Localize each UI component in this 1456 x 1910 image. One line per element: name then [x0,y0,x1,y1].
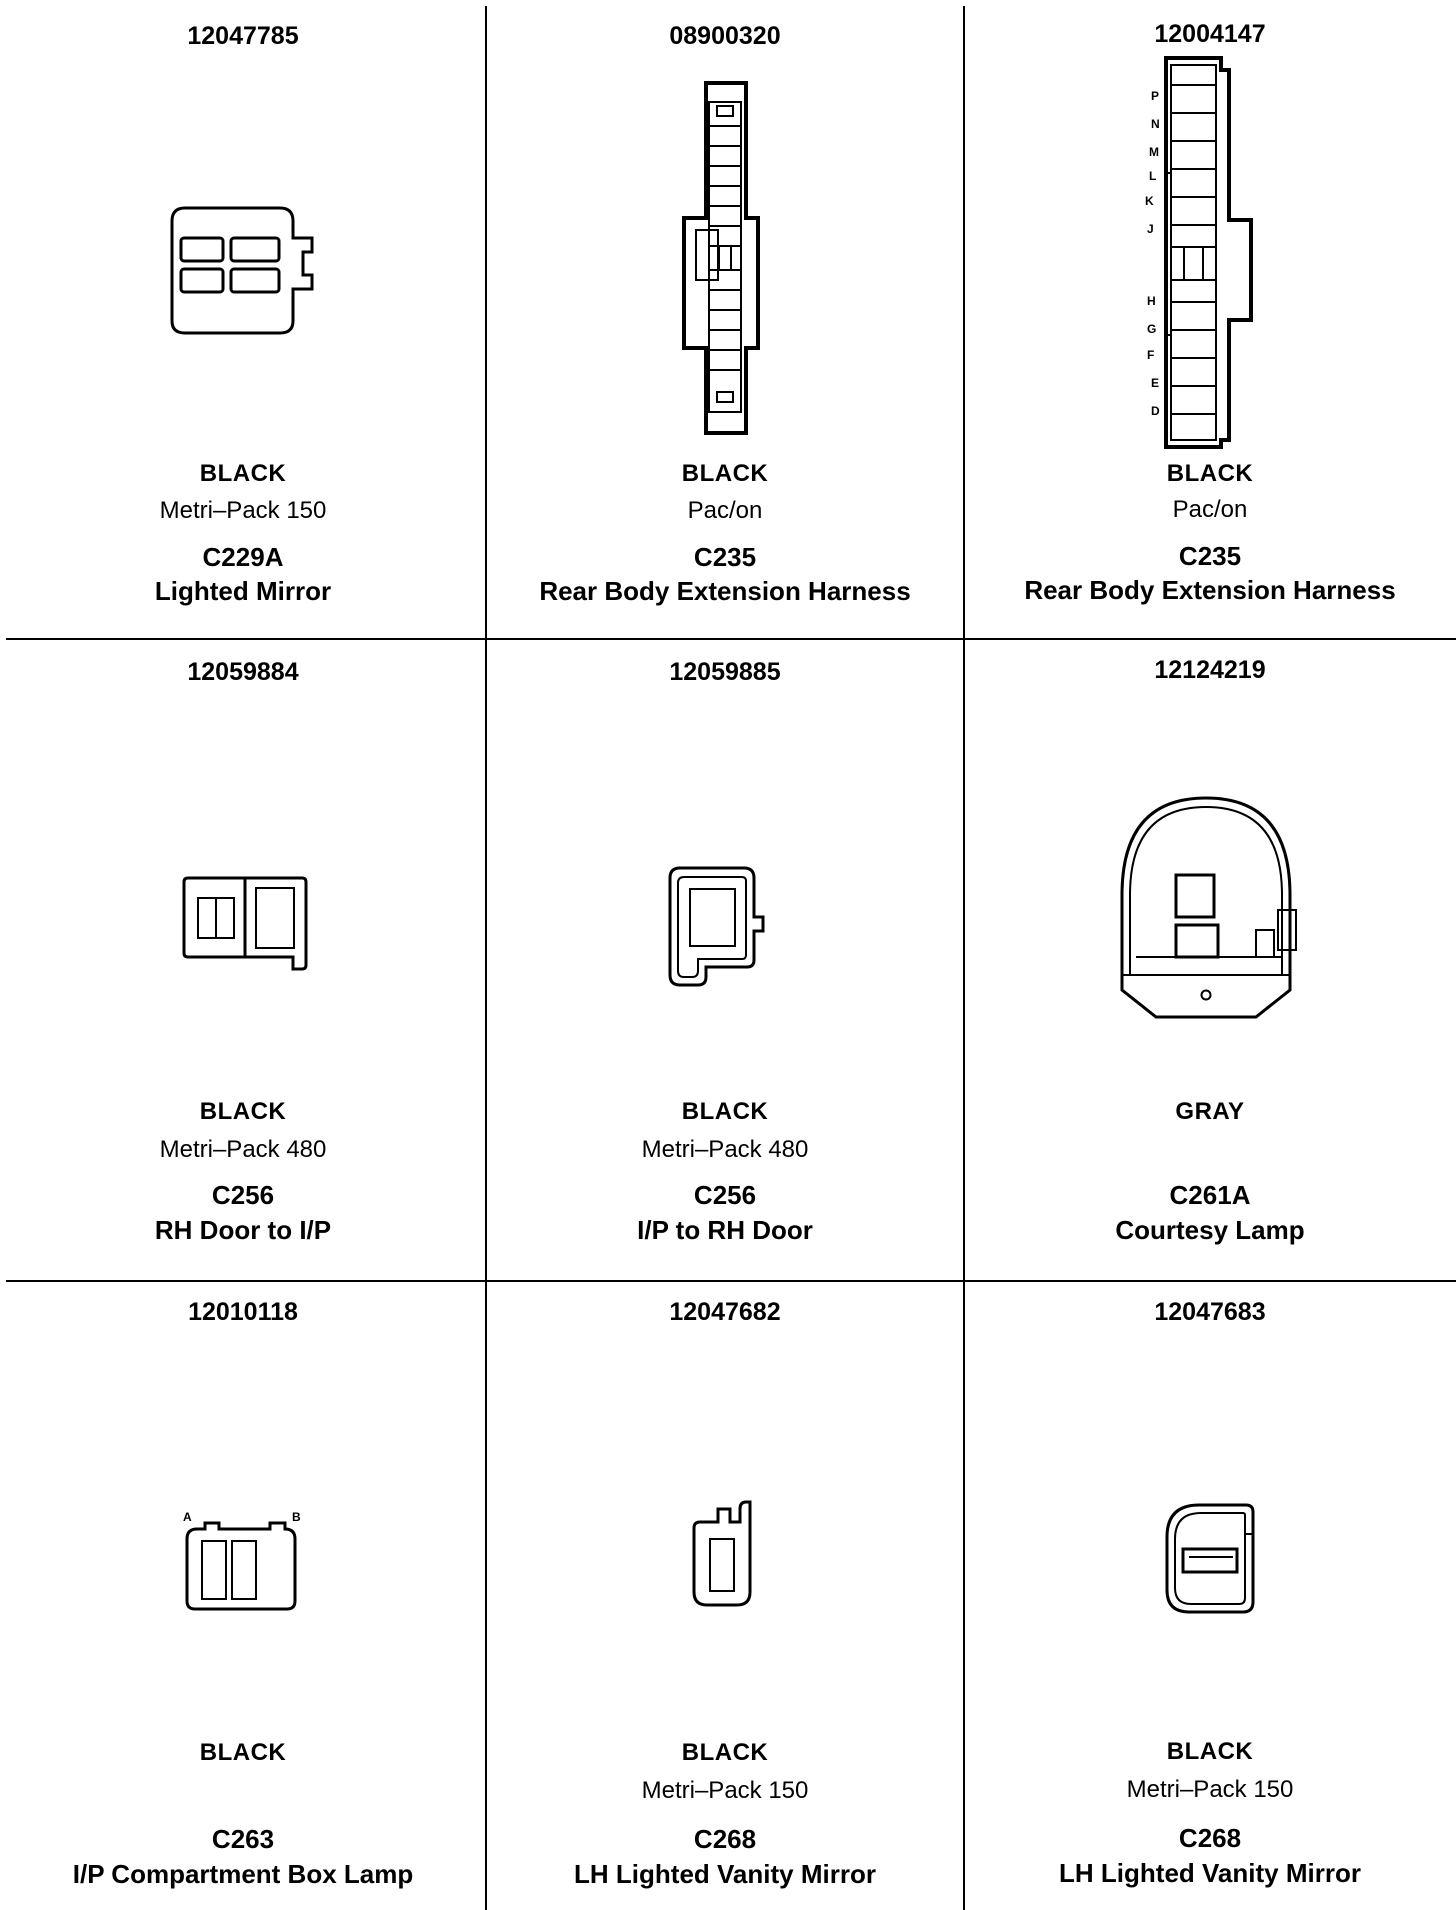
connector-cell-12059884 [0,640,486,1280]
connector-description: LH Lighted Vanity Mirror [1059,1858,1361,1888]
terminal-series: Metri–Pack 150 [159,497,327,524]
connector-color: BLACK [199,1098,287,1125]
connector-drawing [1161,1502,1261,1617]
connector-color: BLACK [199,460,287,487]
terminal-series: Pac/on [1172,496,1248,523]
pin-label: A [183,1510,192,1524]
pin-label: D [1151,404,1160,418]
connector-description: RH Door to I/P [154,1215,332,1245]
connector-drawing [666,865,776,990]
terminal-series: Metri–Pack 480 [641,1136,809,1163]
pin-label: N [1151,117,1160,131]
connector-color: BLACK [1166,1738,1254,1765]
connector-cell-12010118 [0,1282,486,1910]
connector-color: GRAY [1175,1098,1245,1125]
connector-cell-12059885 [486,640,964,1280]
pin-label: G [1147,322,1157,336]
part-number: 12059885 [669,658,781,686]
connector-cell-12124219 [964,640,1456,1280]
connector-drawing [175,1507,315,1617]
connector-color: BLACK [681,1098,769,1125]
pin-label: H [1147,294,1156,308]
connector-cell-12047682 [486,1282,964,1910]
part-number: 12059884 [187,658,299,686]
part-number: 12047683 [1154,1298,1266,1326]
connector-description: LH Lighted Vanity Mirror [574,1859,876,1889]
connector-drawing [165,205,345,335]
connector-color: BLACK [681,1739,769,1766]
connector-id: C261A [1169,1180,1251,1210]
connector-id: C235 [693,542,757,572]
pin-label: M [1149,145,1159,159]
connector-color: BLACK [681,460,769,487]
connector-drawing [1116,795,1306,1025]
part-number: 12124219 [1154,656,1266,684]
connector-drawing [180,875,310,975]
pin-label: P [1151,89,1160,103]
pin-label: F [1147,348,1155,362]
part-number: 12047785 [187,22,299,50]
connector-cell-12004147 [964,0,1456,638]
connector-description: I/P Compartment Box Lamp [72,1859,414,1889]
part-number: 12010118 [188,1298,298,1326]
connector-drawing [1139,55,1279,450]
connector-cell-12047683 [964,1282,1456,1910]
connector-description: Courtesy Lamp [1115,1215,1305,1245]
connector-color: BLACK [199,1739,287,1766]
connector-id: C256 [693,1180,757,1210]
terminal-series: Metri–Pack 150 [1126,1776,1294,1803]
connector-id: C268 [1178,1823,1242,1853]
connector-id: C256 [211,1180,275,1210]
connector-id: C235 [1178,541,1242,571]
part-number: 08900320 [669,22,781,50]
connector-id: C268 [693,1824,757,1854]
connector-description: I/P to RH Door [637,1215,813,1245]
connector-drawing [688,1497,778,1617]
pin-label: L [1149,169,1157,183]
connector-cell-08900320 [486,0,964,638]
pin-label: B [292,1510,301,1524]
pin-label: K [1145,194,1154,208]
connector-color: BLACK [1166,460,1254,487]
connector-description: Rear Body Extension Harness [1024,575,1396,605]
part-number: 12004147 [1154,20,1266,48]
connector-id: C263 [211,1824,275,1854]
pin-label: E [1151,376,1160,390]
connector-drawing [681,80,771,440]
connector-cell-12047785 [0,0,486,638]
terminal-series: Pac/on [687,497,763,524]
connector-description: Lighted Mirror [154,576,332,606]
terminal-series: Metri–Pack 150 [641,1777,809,1804]
connector-description: Rear Body Extension Harness [539,576,911,606]
part-number: 12047682 [669,1298,781,1326]
connector-id: C229A [202,542,284,572]
terminal-series: Metri–Pack 480 [159,1136,327,1163]
pin-label: J [1147,222,1154,236]
